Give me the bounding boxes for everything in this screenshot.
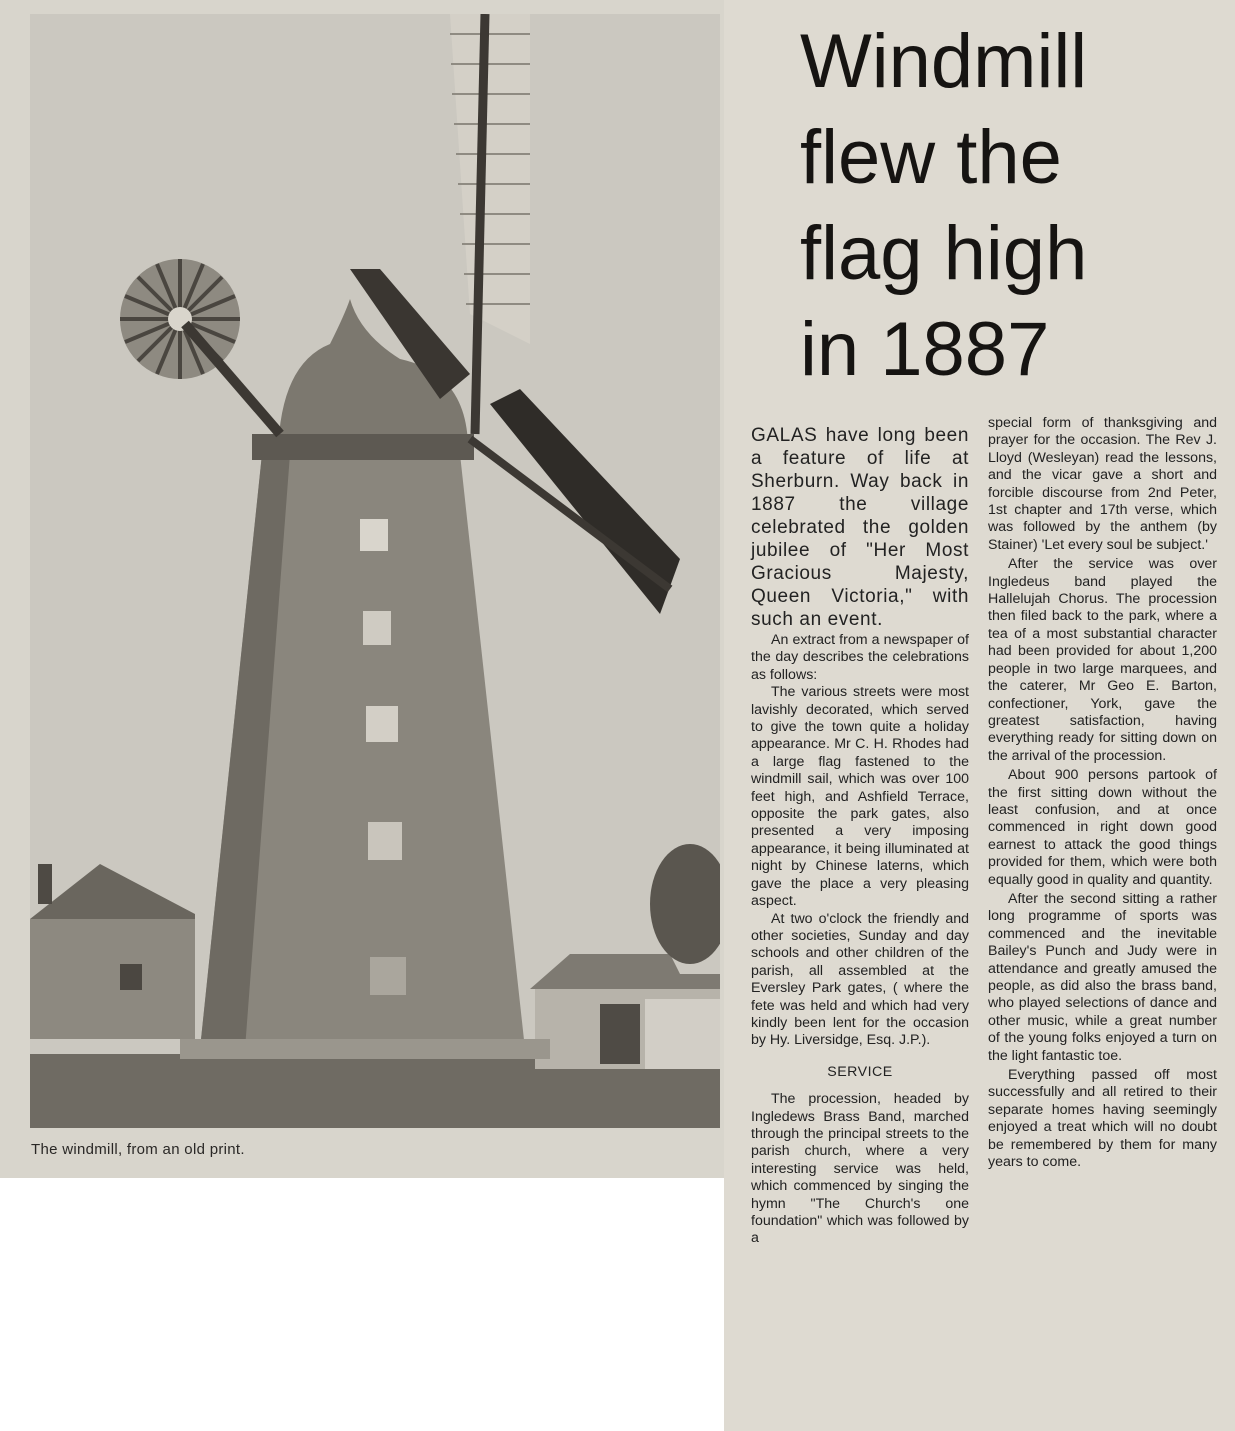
paragraph: After the service was over Ingledeus band played the Hallelujah Chorus. The procession then filed back to the park, where a tea of a most substantial character had been provided for about 1,200 people in two large marquees, and the caterer, Mr Geo E. Barton, confectioner, York, gave the greatest satisfaction, having everything ready for sitting down on the arrival of the procession. — [988, 556, 1217, 764]
photo-caption: The windmill, from an old print. — [31, 1141, 245, 1158]
headline-line: in 1887 — [800, 307, 1050, 392]
lead-paragraph: GALAS have long been a feature of life at Sherburn. Way back in 1887 the village celebrated the golden jubilee of "Her Most Gracious Majesty, Queen Victoria," with such an event. — [751, 425, 969, 630]
headline — [800, 14, 1200, 398]
paragraph: The procession, headed by Ingledews Brass Band, marched through the principal streets to the parish church, where a very interesting service was held, which commenced by singing the hymn "The Church's one foundation" which was followed by a — [751, 1091, 969, 1247]
paragraph: After the second sitting a rather long programme of sports was commenced and the inevitable Bailey's Punch and Judy were in attendance and greatly amused the people, as did also the brass band, who played selections of dance and other music, while a great number of the young folks enjoyed a turn on the light fantastic toe. — [988, 890, 1217, 1064]
paragraph: The various streets were most lavishly decorated, which served to give the town quite a holiday appearance. Mr C. H. Rhodes had a large flag fastened to the windmill sail, which was over 100 feet high, and Ashfield Terrace, opposite the park gates, also presented a very imposing appearance, it being illuminated at night by Chinese laterns, which gave the place a very pleasing aspect. — [751, 684, 969, 910]
headline-line: flew the — [800, 115, 1062, 200]
windmill-illustration — [30, 14, 720, 1128]
headline-line: flag high — [800, 211, 1088, 296]
subheading: SERVICE — [827, 1063, 893, 1080]
paragraph: An extract from a newspaper of the day describes the celebrations as follows: — [751, 632, 969, 683]
headline-line: Windmill — [800, 19, 1088, 104]
paragraph: At two o'clock the friendly and other societies, Sunday and day schools and other children of the parish, all assembled at the Eversley Park gates, ( where the fete was held and which had very kindly been lent for the occasion by Hy. Liversidge, Esq. J.P.). — [751, 910, 969, 1049]
windmill-photo — [30, 14, 720, 1128]
paragraph: About 900 persons partook of the first sitting down without the least confusion, and at once commenced in right down good earnest to attack the good things provided for them, which were both equally good in quality and quantity. — [988, 767, 1217, 888]
paragraph: special form of thanksgiving and prayer for the occasion. The Rev J. Lloyd (Wesleyan) read the lessons, and the vicar gave a short and forcible discourse from 2nd Peter, 1st chapter and 17th verse, which was followed by the anthem (by Stainer) 'Let every soul be subject.' — [988, 415, 1217, 553]
article-column-1 — [751, 424, 969, 1248]
article-column-2 — [988, 415, 1217, 1171]
paragraph: Everything passed off most successfully and all retired to their separate homes having seemingly enjoyed a treat which will no doubt be remembered by them for many years to come. — [988, 1067, 1217, 1171]
